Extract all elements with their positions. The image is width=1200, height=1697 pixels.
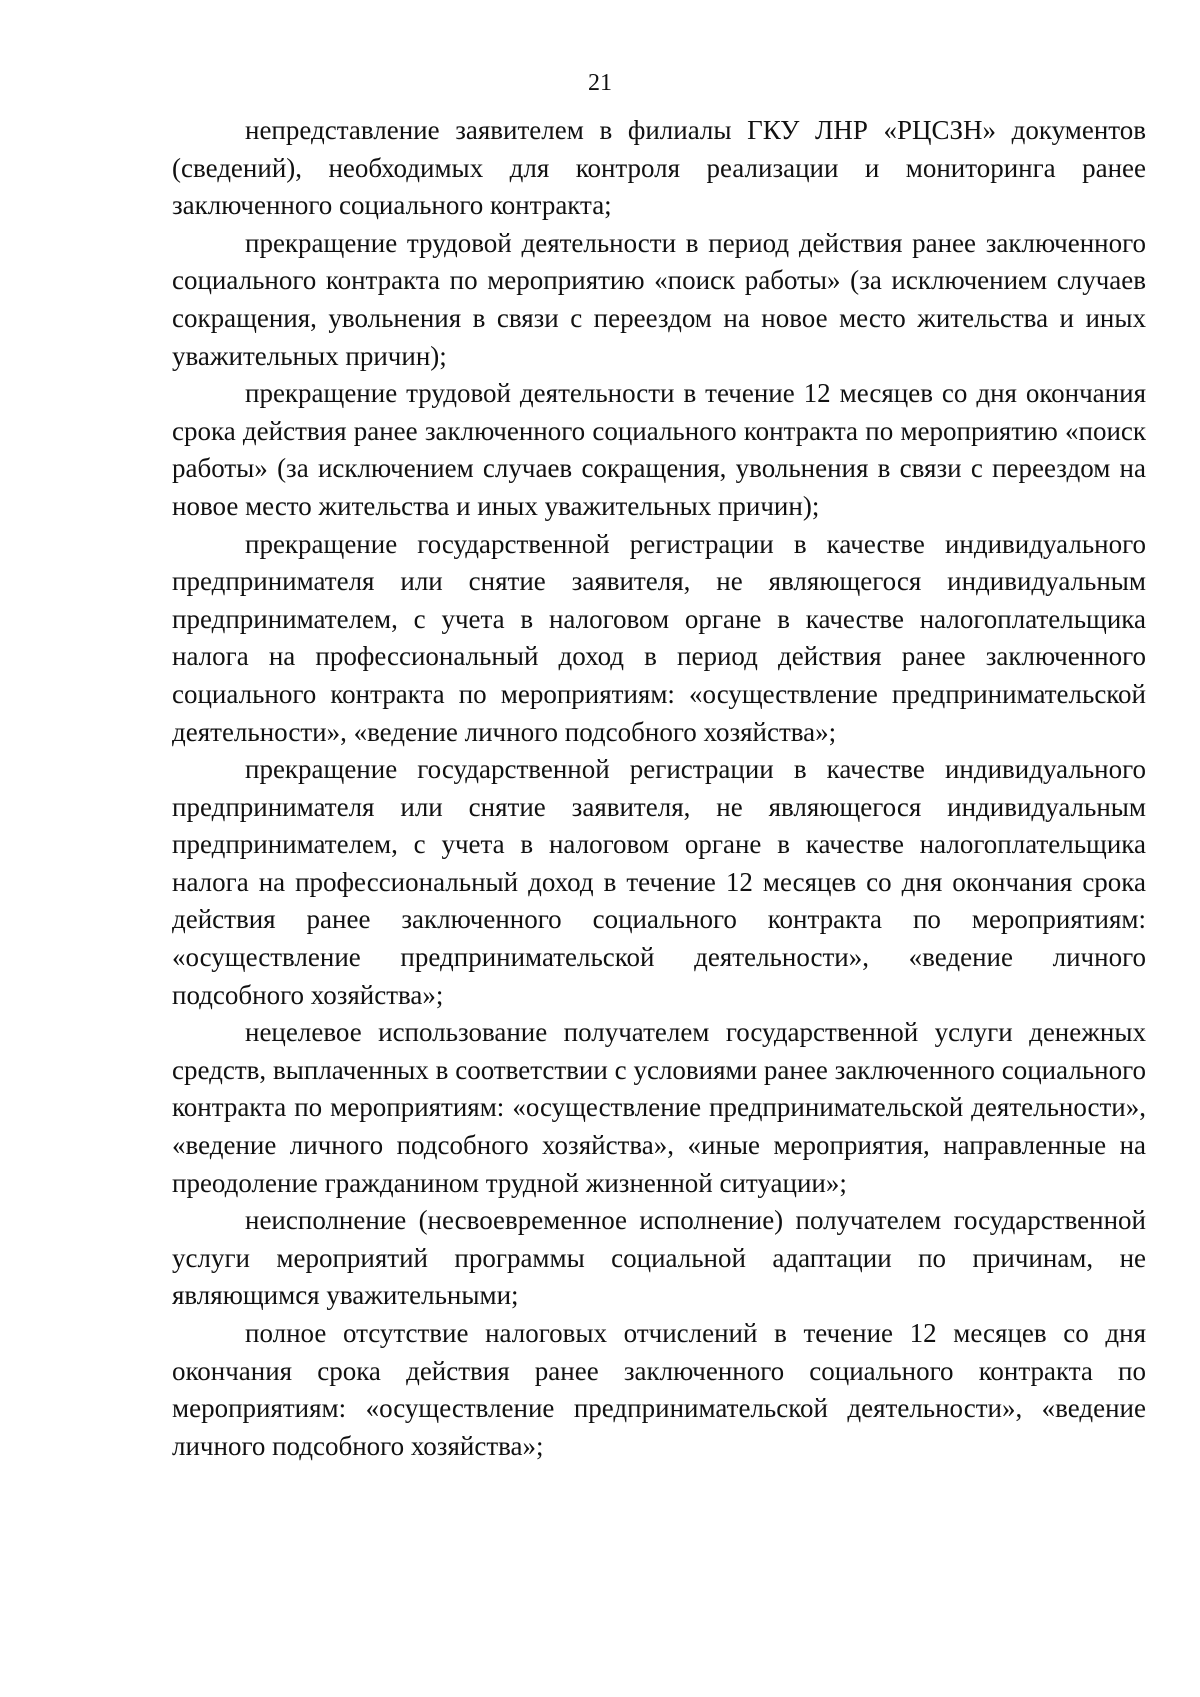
paragraph-8: полное отсутствие налоговых отчислений в течение 12 месяцев со дня окончания срока действия ранее заключенного социального контракта по мероприятиям: «осуществление предпринимательской деятельности», «ведение личного подсобного хозяйства»; [172, 1318, 1146, 1461]
paragraph-4: прекращение государственной регистрации в качестве индивидуального предпринимателя или снятие заявителя, не являющегося индивидуальным предпринимателем, с учета в налоговом органе в качестве налогоплательщика налога на профессиональный доход в период действия ранее заключенного социального контракта по мероприятиям: «осуществление предпринимательской деятельности», «ведение личного подсобного хозяйства»; [172, 528, 1146, 747]
paragraph-1: непредставление заявителем в филиалы ГКУ ЛНР «РЦСЗН» документов (сведений), необходимых для контроля реализации и мониторинга ранее заключенного социального контракта; [172, 115, 1146, 221]
paragraph-6: нецелевое использование получателем государственной услуги денежных средств, выплаченных в соответствии с условиями ранее заключенного социального контракта по мероприятиям: «осуществление предпринимательской деятельности», «ведение личного подсобного хозяйства», «иные мероприятия, направленные на преодоление гражданином трудной жизненной ситуации»; [172, 1017, 1146, 1198]
paragraph-5: прекращение государственной регистрации в качестве индивидуального предпринимателя или снятие заявителя, не являющегося индивидуальным предпринимателем, с учета в налоговом органе в качестве налогоплательщика налога на профессиональный доход в течение 12 месяцев со дня окончания срока действия ранее заключенного социального контракта по мероприятиям: «осуществление предпринимательской деятельности», «ведение личного подсобного хозяйства»; [172, 754, 1146, 1010]
paragraph-7: неисполнение (несвоевременное исполнение) получателем государственной услуги мероприятий программы социальной адаптации по причинам, не являющимся уважительными; [172, 1205, 1146, 1311]
page-number: 21 [588, 70, 612, 96]
document-body [172, 112, 1146, 1465]
paragraph-2: прекращение трудовой деятельности в период действия ранее заключенного социального контракта по мероприятию «поиск работы» (за исключением случаев сокращения, увольнения в связи с переездом на новое место жительства и иных уважительных причин); [172, 227, 1146, 371]
paragraph-3: прекращение трудовой деятельности в течение 12 месяцев со дня окончания срока действия ранее заключенного социального контракта по мероприятию «поиск работы» (за исключением случаев сокращения, увольнения в связи с переездом на новое место жительства и иных уважительных причин); [172, 378, 1146, 521]
